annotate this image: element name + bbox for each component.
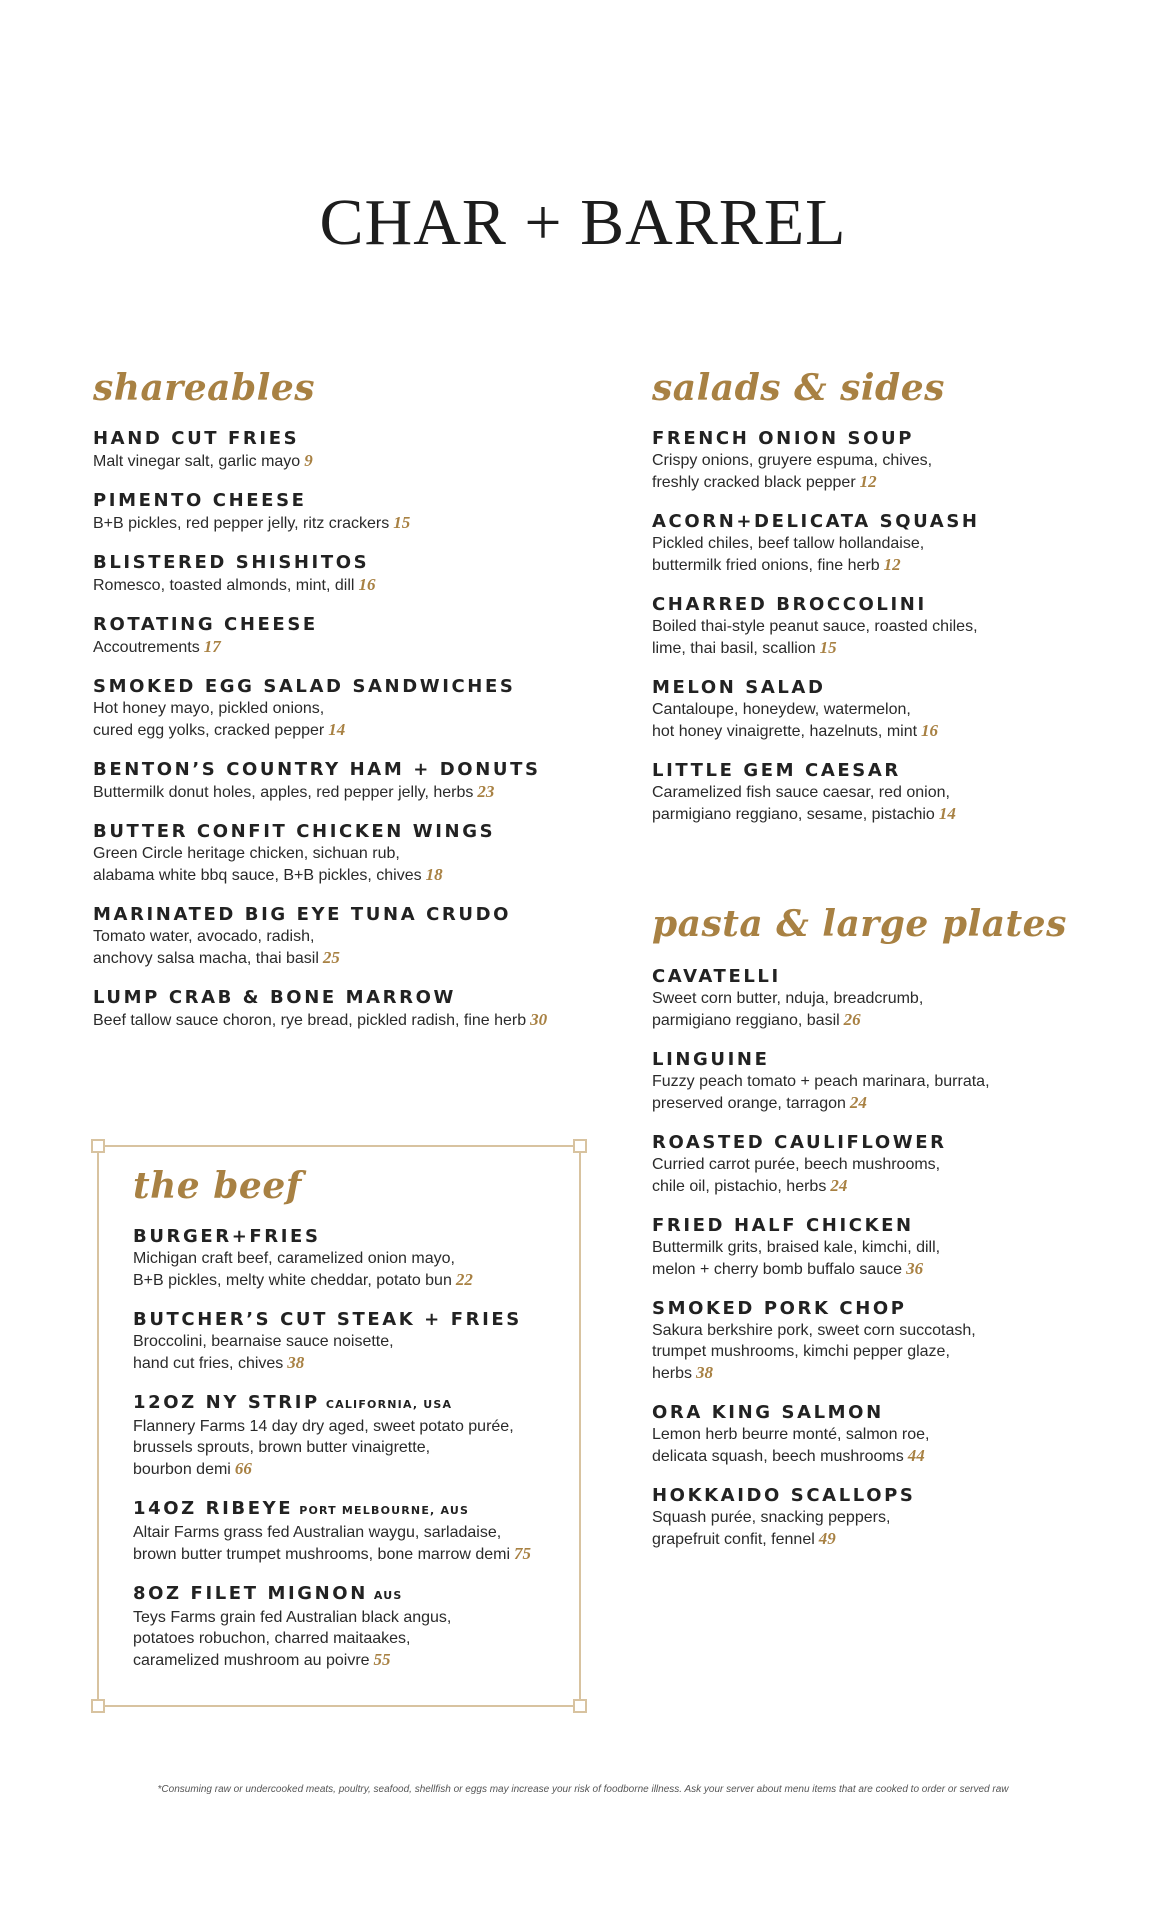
menu-item-description-text: lime, thai basil, scallion	[652, 640, 816, 657]
menu-item-description-text: Broccolini, bearnaise sauce noisette,	[133, 1333, 394, 1350]
menu-item-description	[652, 720, 1122, 742]
menu-item-description	[652, 1071, 1122, 1092]
menu-item-name-text: ORA KING SALMON	[652, 1402, 884, 1423]
menu-item-description-text: Michigan craft beef, caramelized onion mayo,	[133, 1250, 455, 1267]
menu-item-price: 15	[819, 638, 837, 657]
menu-item-name	[652, 511, 1122, 533]
menu-item-description-text: B+B pickles, red pepper jelly, ritz crackers	[93, 515, 390, 532]
menu-item-name-text: CHARRED BROCCOLINI	[652, 594, 927, 615]
menu-item	[133, 1309, 603, 1374]
menu-item-price: 14	[328, 720, 346, 739]
menu-item-price: 25	[322, 948, 340, 967]
menu-item	[652, 1485, 1122, 1550]
menu-item-description-text: Lemon herb beurre monté, salmon roe,	[652, 1426, 930, 1443]
menu-item-price: 16	[358, 575, 376, 594]
menu-item-description-text: Teys Farms grain fed Australian black angus,	[133, 1609, 452, 1626]
menu-item-description-text: brown butter trumpet mushrooms, bone marrow demi	[133, 1546, 511, 1563]
menu-item-price: 23	[477, 782, 495, 801]
menu-item-description	[133, 1437, 603, 1458]
menu-item-description-text: grapefruit confit, fennel	[652, 1531, 815, 1548]
menu-item-price: 22	[455, 1270, 473, 1289]
menu-item-description	[133, 1522, 603, 1543]
menu-item	[133, 1583, 603, 1671]
menu-item-description	[652, 1237, 1122, 1258]
menu-item-description-text: Hot honey mayo, pickled onions,	[93, 700, 325, 717]
menu-item-description	[133, 1269, 603, 1291]
menu-item-description-text: Malt vinegar salt, garlic mayo	[93, 453, 301, 470]
menu-item-description	[93, 450, 563, 472]
menu-item-name-text: BUTTER CONFIT CHICKEN WINGS	[93, 821, 496, 842]
menu-item-name-text: ROASTED CAULIFLOWER	[652, 1132, 947, 1153]
menu-item-description	[652, 988, 1122, 1009]
menu-item	[652, 594, 1122, 659]
menu-item	[652, 760, 1122, 825]
salads-list	[652, 428, 1122, 843]
menu-item-price: 49	[818, 1529, 836, 1548]
menu-item-name	[93, 904, 563, 926]
menu-item-description	[652, 1175, 1122, 1197]
menu-item-description-text: freshly cracked black pepper	[652, 474, 856, 491]
menu-item-description	[652, 1528, 1122, 1550]
menu-item-name-text: ROTATING CHEESE	[93, 614, 318, 635]
menu-item-description-text: Squash purée, snacking peppers,	[652, 1509, 891, 1526]
shareables-list	[93, 428, 563, 1049]
menu-item-name-text: PIMENTO CHEESE	[93, 490, 307, 511]
menu-item-name-text: SMOKED PORK CHOP	[652, 1298, 907, 1319]
menu-item-name	[93, 676, 563, 698]
menu-item-description	[652, 1092, 1122, 1114]
menu-item-name-text: ACORN+DELICATA SQUASH	[652, 511, 980, 532]
menu-item-name	[133, 1226, 603, 1248]
menu-item-name-text: SMOKED EGG SALAD SANDWICHES	[93, 676, 516, 697]
menu-item-price: 9	[304, 451, 313, 470]
menu-item-name	[93, 490, 563, 512]
menu-item-description	[652, 554, 1122, 576]
menu-item-description-text: Caramelized fish sauce caesar, red onion,	[652, 784, 950, 801]
menu-item-description-text: Cantaloupe, honeydew, watermelon,	[652, 701, 911, 718]
menu-item-description-text: Flannery Farms 14 day dry aged, sweet potato purée,	[133, 1418, 514, 1435]
menu-item-description-text: Beef tallow sauce choron, rye bread, pickled radish, fine herb	[93, 1012, 527, 1029]
menu-item-description	[93, 843, 563, 864]
menu-item-price: 38	[696, 1363, 714, 1382]
menu-item-description-text: herbs	[652, 1365, 693, 1382]
menu-item-description-text: Accoutrements	[93, 639, 200, 656]
menu-item-name	[652, 1049, 1122, 1071]
menu-item-description	[133, 1248, 603, 1269]
menu-item-name	[133, 1583, 603, 1607]
menu-item-name	[652, 760, 1122, 782]
menu-item-name	[652, 594, 1122, 616]
menu-item-description	[93, 574, 563, 596]
menu-item-description	[93, 864, 563, 886]
menu-item	[652, 1298, 1122, 1384]
menu-item-description	[93, 926, 563, 947]
menu-item-name-text: FRENCH ONION SOUP	[652, 428, 915, 449]
menu-item-description-text: Boiled thai-style peanut sauce, roasted chiles,	[652, 618, 978, 635]
menu-item-description	[93, 947, 563, 969]
menu-item-description	[652, 1320, 1122, 1341]
menu-item	[133, 1392, 603, 1480]
menu-item-name-text: 8OZ FILET MIGNON	[133, 1583, 368, 1604]
menu-item-name-text: BURGER+FRIES	[133, 1226, 321, 1247]
menu-item-description-text: Buttermilk donut holes, apples, red pepper jelly, herbs	[93, 784, 474, 801]
menu-item-name	[652, 428, 1122, 450]
menu-item-name-text: HAND CUT FRIES	[93, 428, 300, 449]
menu-item-description-text: Green Circle heritage chicken, sichuan rub,	[93, 845, 400, 862]
menu-item-description	[652, 616, 1122, 637]
menu-item-description	[93, 636, 563, 658]
menu-item-description-text: Sakura berkshire pork, sweet corn succotash,	[652, 1322, 976, 1339]
menu-item-price: 14	[938, 804, 956, 823]
menu-item-description	[93, 719, 563, 741]
menu-item-name	[652, 1402, 1122, 1424]
menu-item-name-text: BUTCHER’S CUT STEAK + FRIES	[133, 1309, 522, 1330]
menu-item	[133, 1226, 603, 1291]
menu-item-price: 44	[907, 1446, 925, 1465]
menu-item	[93, 428, 563, 472]
menu-item-name	[652, 677, 1122, 699]
menu-item-description	[93, 698, 563, 719]
box-corner-ornament	[573, 1139, 587, 1153]
menu-item-name	[652, 1298, 1122, 1320]
menu-item	[652, 1049, 1122, 1114]
menu-item-name-text: MARINATED BIG EYE TUNA CRUDO	[93, 904, 512, 925]
menu-item-description-text: Tomato water, avocado, radish,	[93, 928, 315, 945]
menu-item-name-text: LINGUINE	[652, 1049, 770, 1070]
menu-item-price: 30	[530, 1010, 548, 1029]
menu-item-price: 18	[425, 865, 443, 884]
menu-item-description	[652, 1341, 1122, 1362]
menu-item	[93, 614, 563, 658]
menu-item-name	[93, 614, 563, 636]
menu-item-description	[652, 1154, 1122, 1175]
menu-item-description-text: Crispy onions, gruyere espuma, chives,	[652, 452, 933, 469]
menu-item-price: 24	[849, 1093, 867, 1112]
menu-item-description	[93, 1009, 563, 1031]
menu-item-price: 16	[921, 721, 939, 740]
menu-item-price: 66	[234, 1459, 252, 1478]
menu-item-price: 26	[843, 1010, 861, 1029]
menu-item-description-text: brussels sprouts, brown butter vinaigrette,	[133, 1439, 431, 1456]
menu-item-price: 55	[373, 1650, 391, 1669]
menu-item-description	[652, 782, 1122, 803]
menu-item	[93, 987, 563, 1031]
menu-item	[652, 677, 1122, 742]
menu-item-name-text: LUMP CRAB & BONE MARROW	[93, 987, 456, 1008]
menu-item	[133, 1498, 603, 1565]
menu-item-description	[652, 1445, 1122, 1467]
menu-item-description	[652, 803, 1122, 825]
menu-item-description-text: potatoes robuchon, charred maitaakes,	[133, 1630, 411, 1647]
box-corner-ornament	[91, 1699, 105, 1713]
menu-item-description	[652, 1507, 1122, 1528]
menu-item	[652, 1215, 1122, 1280]
menu-item-name-text: MELON SALAD	[652, 677, 826, 698]
restaurant-title: CHAR + BARREL	[319, 186, 847, 259]
menu-item-description-text: Fuzzy peach tomato + peach marinara, burrata,	[652, 1073, 990, 1090]
menu-item-description	[93, 781, 563, 803]
menu-item-name	[93, 552, 563, 574]
menu-item-name	[133, 1392, 603, 1416]
menu-item-description	[652, 1424, 1122, 1445]
menu-item-description	[133, 1543, 603, 1565]
menu-item	[652, 1402, 1122, 1467]
menu-item-name-text: BLISTERED SHISHITOS	[93, 552, 370, 573]
menu-item-origin: CALIFORNIA, USA	[325, 1398, 453, 1411]
menu-item-description-text: trumpet mushrooms, kimchi pepper glaze,	[652, 1343, 950, 1360]
menu-item-price: 12	[883, 555, 901, 574]
pasta-list	[652, 966, 1122, 1568]
menu-item-name-text: BENTON’S COUNTRY HAM + DONUTS	[93, 759, 541, 780]
menu-item-name-text: 14OZ RIBEYE	[133, 1498, 294, 1519]
section-heading-salads: salads & sides	[652, 367, 945, 409]
menu-item	[93, 676, 563, 741]
menu-item-description	[133, 1649, 603, 1671]
menu-item	[652, 966, 1122, 1031]
menu-item	[652, 511, 1122, 576]
menu-item-description-text: hot honey vinaigrette, hazelnuts, mint	[652, 723, 918, 740]
menu-item-description	[652, 699, 1122, 720]
menu-item-description	[652, 1362, 1122, 1384]
menu-item-description-text: caramelized mushroom au poivre	[133, 1652, 370, 1669]
menu-item-name	[93, 759, 563, 781]
menu-item-description	[133, 1331, 603, 1352]
menu-item-description-text: Altair Farms grass fed Australian waygu, sarladaise,	[133, 1524, 502, 1541]
beef-list	[133, 1226, 603, 1689]
menu-item-price: 75	[514, 1544, 532, 1563]
menu-item-name-text: 12OZ NY STRIP	[133, 1392, 320, 1413]
menu-item-price: 24	[830, 1176, 848, 1195]
menu-item-description-text: Buttermilk grits, braised kale, kimchi, dill,	[652, 1239, 941, 1256]
menu-item-description-text: hand cut fries, chives	[133, 1355, 284, 1372]
menu-item-price: 17	[203, 637, 221, 656]
menu-item-description-text: Curried carrot purée, beech mushrooms,	[652, 1156, 941, 1173]
menu-item-name	[93, 428, 563, 450]
menu-item-name	[652, 1485, 1122, 1507]
menu-item-description	[93, 512, 563, 534]
menu-item-description	[652, 471, 1122, 493]
menu-item-description-text: parmigiano reggiano, basil	[652, 1012, 840, 1029]
menu-item-description	[652, 1009, 1122, 1031]
menu-item-price: 15	[393, 513, 411, 532]
section-heading-shareables: shareables	[93, 367, 315, 409]
menu-item-description-text: anchovy salsa macha, thai basil	[93, 950, 319, 967]
menu-item-price: 36	[906, 1259, 924, 1278]
menu-item-description-text: cured egg yolks, cracked pepper	[93, 722, 325, 739]
menu-item-description-text: melon + cherry bomb buffalo sauce	[652, 1261, 903, 1278]
menu-item-description-text: buttermilk fried onions, fine herb	[652, 557, 880, 574]
menu-item-name	[652, 1132, 1122, 1154]
menu-item-name	[652, 966, 1122, 988]
menu-item-description	[652, 533, 1122, 554]
menu-item-name	[133, 1498, 603, 1522]
menu-item-description	[652, 450, 1122, 471]
menu-item-description-text: B+B pickles, melty white cheddar, potato bun	[133, 1272, 452, 1289]
menu-item-name-text: HOKKAIDO SCALLOPS	[652, 1485, 916, 1506]
menu-item-origin: AUS	[373, 1589, 403, 1602]
box-corner-ornament	[573, 1699, 587, 1713]
menu-item	[93, 904, 563, 969]
menu-item	[93, 490, 563, 534]
section-heading-pasta: pasta & large plates	[652, 903, 1067, 945]
menu-item-description-text: Sweet corn butter, nduja, breadcrumb,	[652, 990, 924, 1007]
menu-item-description-text: alabama white bbq sauce, B+B pickles, chives	[93, 867, 422, 884]
menu-item-description-text: bourbon demi	[133, 1461, 231, 1478]
menu-item-description	[133, 1352, 603, 1374]
menu-item-description-text: delicata squash, beech mushrooms	[652, 1448, 904, 1465]
box-corner-ornament	[91, 1139, 105, 1153]
menu-item-description	[652, 1258, 1122, 1280]
menu-item-name-text: FRIED HALF CHICKEN	[652, 1215, 914, 1236]
section-heading-beef: the beef	[133, 1165, 302, 1207]
menu-item-name-text: CAVATELLI	[652, 966, 781, 987]
menu-item-description	[133, 1628, 603, 1649]
menu-item-description	[133, 1416, 603, 1437]
menu-item	[93, 759, 563, 803]
menu-item-description	[652, 637, 1122, 659]
menu-item-description-text: Romesco, toasted almonds, mint, dill	[93, 577, 355, 594]
menu-item-description	[133, 1607, 603, 1628]
menu-item-price: 38	[287, 1353, 305, 1372]
menu-item-description-text: chile oil, pistachio, herbs	[652, 1178, 827, 1195]
menu-item-description-text: preserved orange, tarragon	[652, 1095, 846, 1112]
menu-item	[93, 821, 563, 886]
menu-item-description-text: Pickled chiles, beef tallow hollandaise,	[652, 535, 925, 552]
menu-item	[652, 428, 1122, 493]
menu-item	[93, 552, 563, 596]
footnote: *Consuming raw or undercooked meats, poultry, seafood, shellfish or eggs may increase your risk of foodborne illness. Ask your server about menu items that are cooked to order or served raw	[157, 1784, 1009, 1795]
menu-item	[652, 1132, 1122, 1197]
menu-item-origin: PORT MELBOURNE, AUS	[299, 1504, 470, 1517]
menu-item-description	[133, 1458, 603, 1480]
menu-item-name	[133, 1309, 603, 1331]
menu-item-name	[93, 987, 563, 1009]
menu-item-name-text: LITTLE GEM CAESAR	[652, 760, 901, 781]
menu-item-price: 12	[859, 472, 877, 491]
menu-item-description-text: parmigiano reggiano, sesame, pistachio	[652, 806, 935, 823]
menu-item-name	[93, 821, 563, 843]
menu-item-name	[652, 1215, 1122, 1237]
